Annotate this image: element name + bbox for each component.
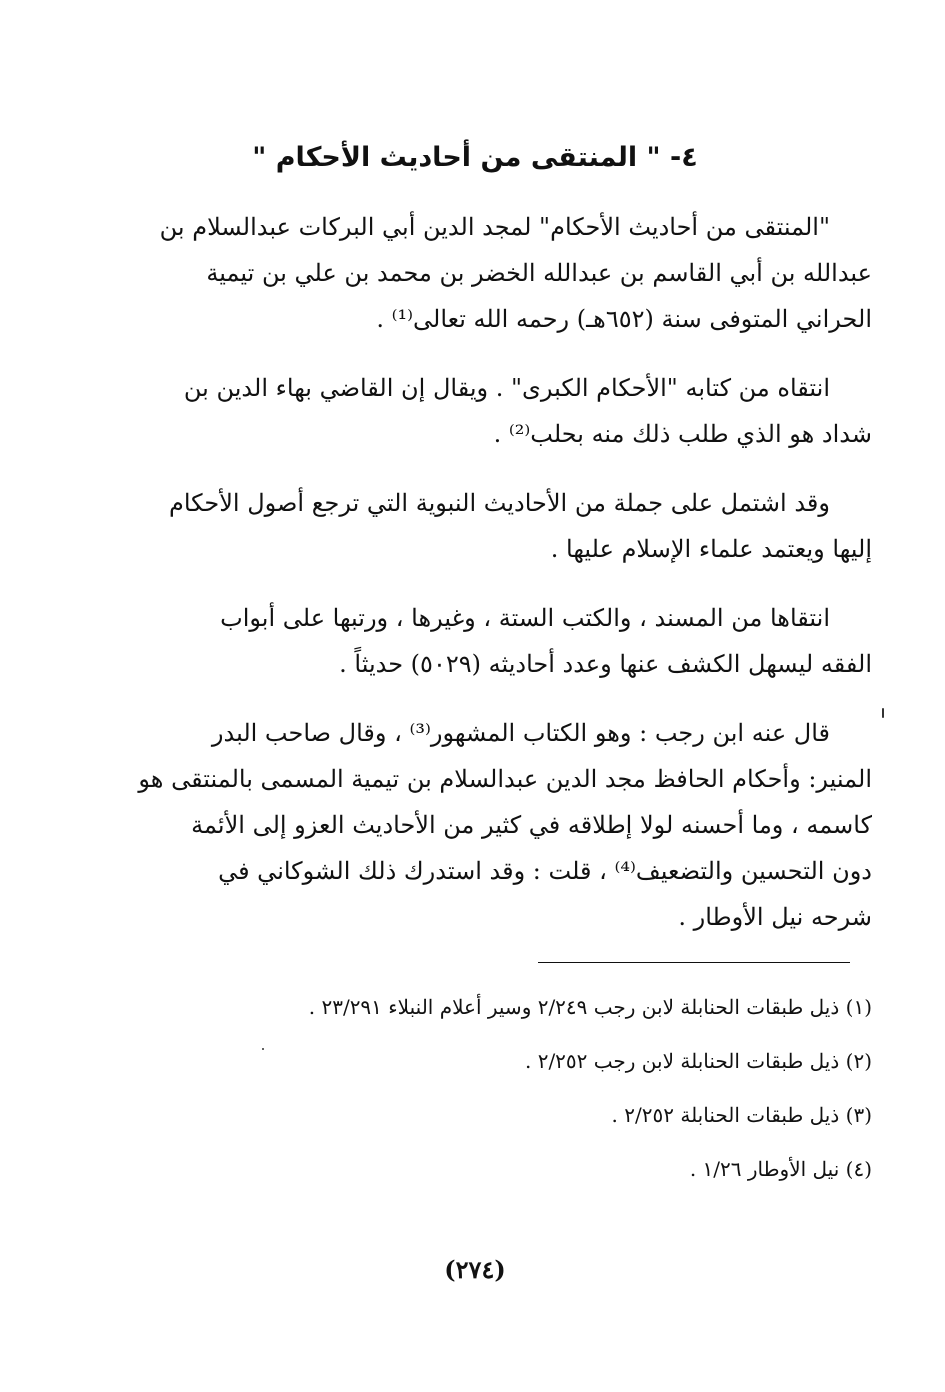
text-line: عبدالله بن أبي القاسم بن عبدالله الخضر بن محمد بن علي بن تيمية	[206, 259, 872, 287]
text-line: شرحه نيل الأوطار .	[678, 903, 872, 931]
body-text	[78, 204, 872, 963]
text-line: "المنتقى من أحاديث الأحكام" لمجد الدين أبي البركات عبدالسلام بن	[159, 213, 830, 241]
text-line: قال عنه ابن رجب : وهو الكتاب المشهور⁽³⁾ ، وقال صاحب البدر	[211, 719, 830, 747]
text-line: وقد اشتمل على جملة من الأحاديث النبوية التي ترجع أصول الأحكام	[168, 489, 830, 517]
text-line: كاسمه ، وما أحسنه لولا إطلاقه في كثير من الأحاديث العزو إلى الأئمة	[191, 811, 872, 839]
text-line: دون التحسين والتضعيف⁽⁴⁾ ، قلت : وقد استدرك ذلك الشوكاني في	[218, 857, 872, 885]
text-line: انتقاه من كتابه "الأحكام الكبرى" . ويقال إن القاضي بهاء الدين بن	[183, 374, 830, 402]
footnotes	[150, 980, 872, 1196]
footnote-4: (٤) نيل الأوطار ١/٢٦ .	[689, 1157, 872, 1181]
text-line: المنير: وأحكام الحافظ مجد الدين عبدالسلام بن تيمية المسمى بالمنتقى هو	[138, 765, 872, 793]
section-heading: ٤- " المنتقى من أحاديث الأحكام "	[252, 142, 698, 173]
paragraph-1	[78, 204, 872, 342]
text-line: الفقه ليسهل الكشف عنها وعدد أحاديثه (٥٠٢٩) حديثاً .	[339, 650, 872, 678]
text-line: إليها ويعتمد علماء الإسلام عليها .	[550, 535, 872, 563]
footnote-3: (٣) ذيل طبقات الحنابلة ٢/٢٥٢ .	[611, 1103, 872, 1127]
paragraph-5	[78, 710, 872, 940]
footnote-1: (١) ذيل طبقات الحنابلة لابن رجب ٢/٢٤٩ وسير أعلام النبلاء ٢٣/٢٩١ .	[308, 995, 872, 1019]
footnote-divider	[538, 962, 850, 963]
text-line: انتقاها من المسند ، والكتب الستة ، وغيرها ، ورتبها على أبواب	[220, 604, 830, 632]
scan-speck	[262, 1048, 264, 1050]
scan-speck	[882, 708, 884, 718]
paragraph-4	[78, 595, 872, 687]
page-number: (٢٧٤)	[444, 1255, 506, 1284]
text-line: شداد هو الذي طلب ذلك منه بحلب⁽²⁾ .	[493, 420, 872, 448]
footnote-2: (٢) ذيل طبقات الحنابلة لابن رجب ٢/٢٥٢ .	[524, 1049, 872, 1073]
paragraph-3	[78, 480, 872, 572]
text-line: الحراني المتوفى سنة (٦٥٢هـ) رحمه الله تعالى⁽¹⁾ .	[376, 305, 872, 333]
paragraph-2	[78, 365, 872, 457]
